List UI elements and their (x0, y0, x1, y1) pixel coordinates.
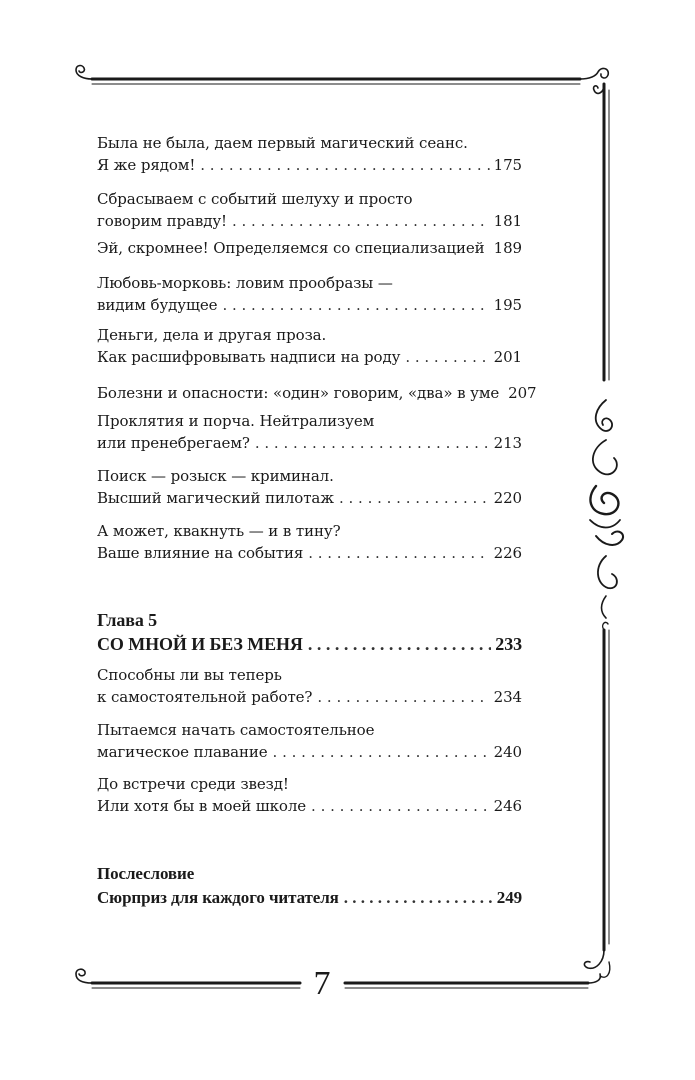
toc-entry-page: 213 (493, 434, 522, 452)
chapter-heading[interactable] (97, 608, 522, 656)
toc-entry-line: Способны ли вы теперь (97, 666, 282, 684)
afterword-label: Послесловие (97, 864, 195, 883)
toc-entry-last-line: к самостоятельной работе? (97, 688, 313, 706)
chapter-page: 233 (495, 634, 522, 654)
toc-entry-line: Деньги, дела и другая проза. (97, 326, 327, 344)
toc-entry-page: 246 (493, 797, 522, 815)
toc-entry-page: 201 (493, 348, 522, 366)
toc-entry-last-line: видим будущее (97, 296, 218, 314)
toc-entry[interactable] (97, 719, 522, 763)
toc-entry[interactable] (97, 132, 522, 176)
toc-entry-line: Была не была, даем первый магический сеанс. (97, 134, 468, 152)
toc-entry[interactable] (97, 324, 522, 368)
toc-entry-last-line: Ваше влияние на события (97, 544, 304, 562)
toc-entry-page: 195 (493, 296, 522, 314)
toc-entry[interactable] (97, 520, 522, 564)
afterword-title: Сюрприз для каждого читателя (97, 888, 339, 907)
afterword-page: 249 (496, 888, 522, 907)
toc-entry-page: 181 (493, 212, 522, 230)
toc-entry-page: 189 (493, 239, 522, 257)
afterword-heading[interactable] (97, 862, 522, 910)
toc-entry[interactable] (97, 410, 522, 454)
toc-entry-last-line: Эй, скромнее! Определяемся со специализацией (97, 239, 485, 257)
toc-entry[interactable] (97, 188, 522, 232)
toc-entry-line: Пытаемся начать самостоятельное (97, 721, 375, 739)
leader-dots (339, 487, 490, 509)
leader-dots (405, 346, 489, 368)
toc-entry-page: 226 (493, 544, 522, 562)
toc-entry-line: Любовь-морковь: ловим прообразы — (97, 274, 393, 292)
toc-entry-line: Проклятия и порча. Нейтрализуем (97, 412, 375, 430)
leader-dots (308, 542, 489, 564)
toc-entry-page: 240 (493, 743, 522, 761)
toc-entry[interactable] (97, 773, 522, 817)
leader-dots (200, 154, 489, 176)
chapter-title: СО МНОЙ И БЕЗ МЕНЯ (97, 634, 303, 654)
toc-entry-page: 207 (508, 384, 537, 402)
leader-dots (255, 432, 490, 454)
toc-entry-last-line: Или хотя бы в моей школе (97, 797, 307, 815)
toc-entry[interactable] (97, 664, 522, 708)
toc-entry-last-line: Я же рядом! (97, 156, 196, 174)
leader-dots (232, 210, 490, 232)
toc-entry-line: До встречи среди звезд! (97, 775, 289, 793)
toc-entry-last-line: или пренебрегаем? (97, 434, 250, 452)
leader-dots (308, 632, 491, 656)
page-number: 7 (313, 965, 331, 1002)
chapter-label: Глава 5 (97, 610, 158, 630)
leader-dots (222, 294, 489, 316)
toc-entry-line: Поиск — розыск — криминал. (97, 467, 334, 485)
toc-entry[interactable] (97, 237, 522, 259)
toc-entry[interactable] (97, 272, 522, 316)
toc-entry-page: 234 (493, 688, 522, 706)
toc-entry-line: А может, квакнуть — и в тину? (97, 522, 341, 540)
toc-entry-line: Сбрасываем с событий шелуху и просто (97, 190, 413, 208)
toc-entry[interactable] (97, 465, 522, 509)
leader-dots (273, 741, 490, 763)
toc-entry-last-line: Как расшифровывать надписи на роду (97, 348, 401, 366)
leader-dots (311, 795, 490, 817)
toc-entry-page: 175 (493, 156, 522, 174)
leader-dots (344, 886, 493, 910)
toc-entry-last-line: Болезни и опасности: «один» говорим, «два» в уме (97, 384, 500, 402)
toc-entry-last-line: Высший магический пилотаж (97, 489, 334, 507)
toc-entry-last-line: магическое плавание (97, 743, 268, 761)
toc-entry-page: 220 (493, 489, 522, 507)
toc-entry-last-line: говорим правду! (97, 212, 227, 230)
toc-entry[interactable] (97, 382, 537, 404)
leader-dots (317, 686, 489, 708)
